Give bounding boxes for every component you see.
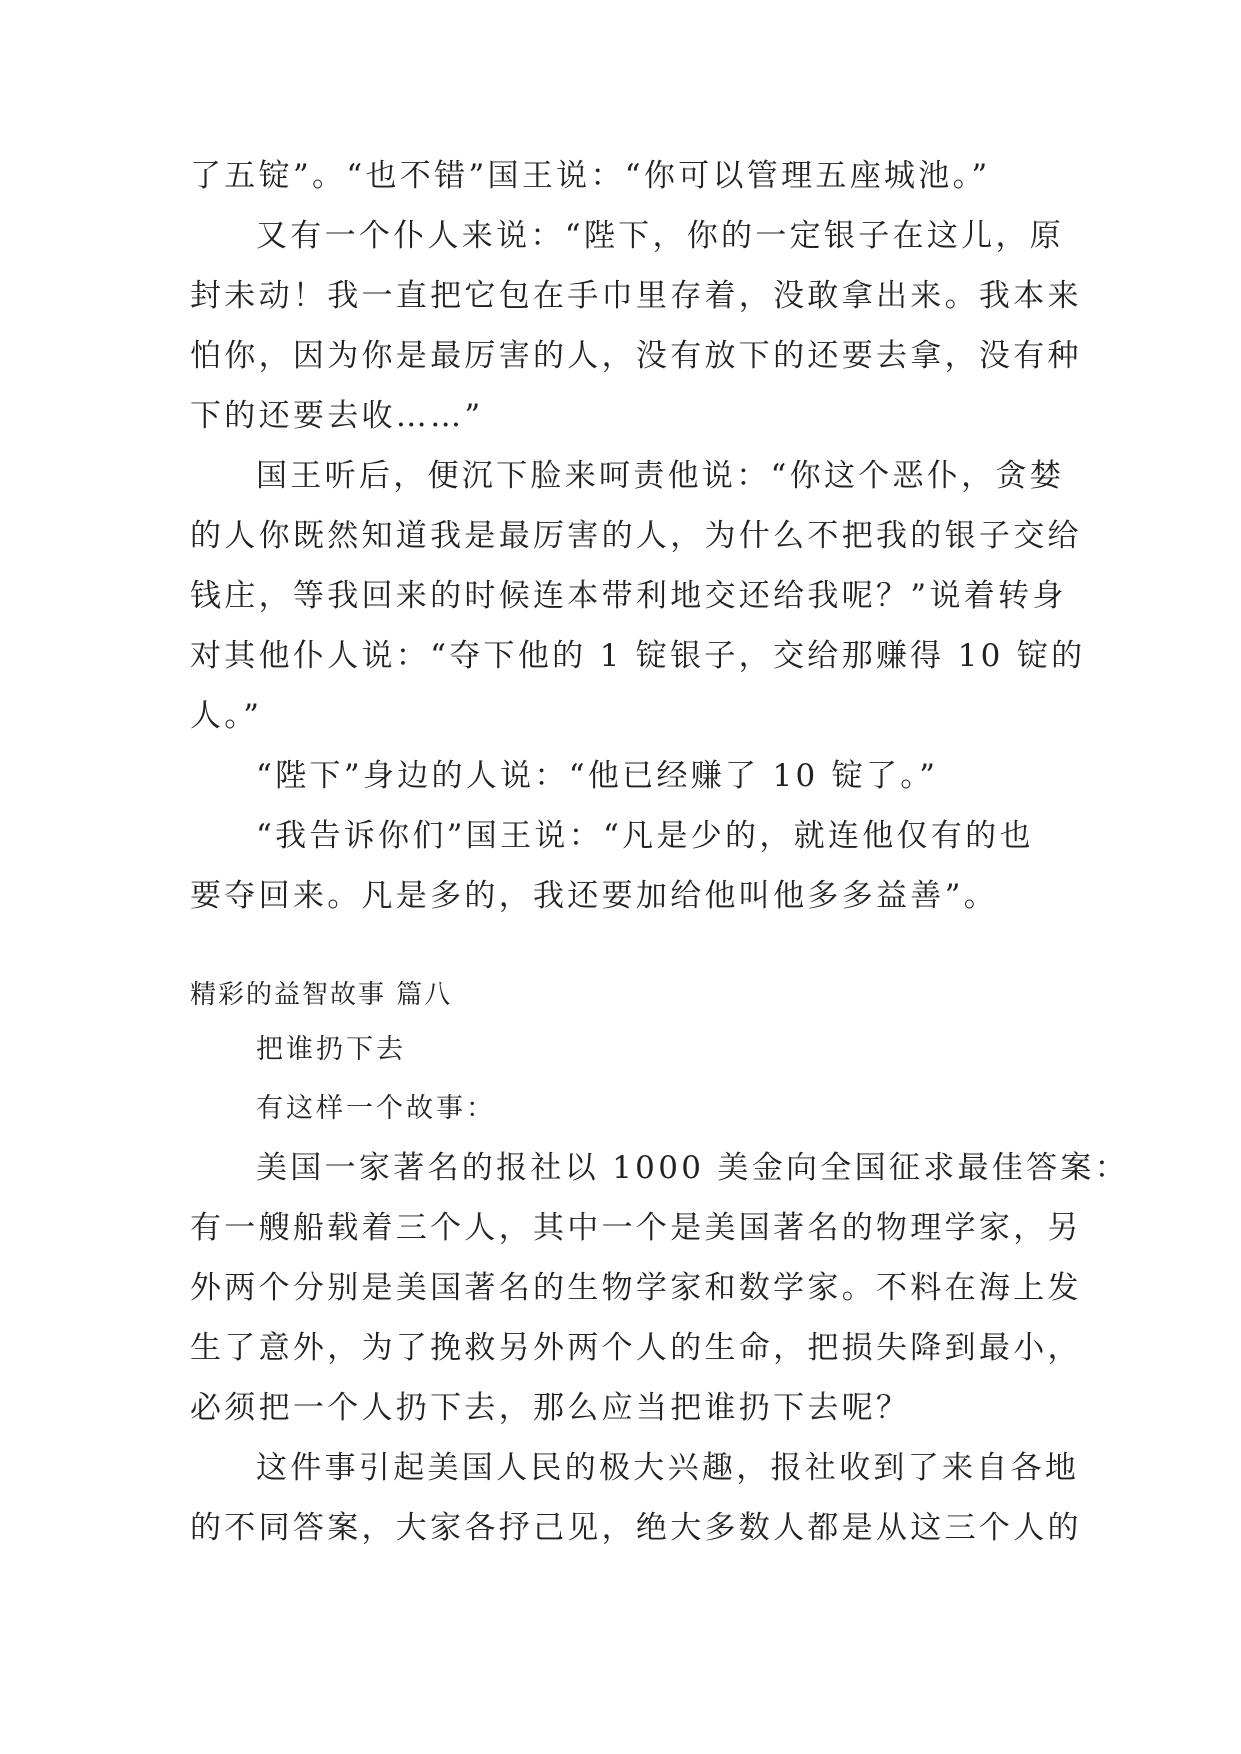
text-line: 这件事引起美国人民的极大兴趣，报社收到了来自各地 — [256, 1450, 1080, 1486]
paragraph-7 — [190, 1438, 1082, 1558]
text-line: 外两个分别是美国著名的生物学家和数学家。不料在海上发 — [190, 1270, 1082, 1306]
text-line: 了五锭”。“也不错”国王说：“你可以管理五座城池。” — [190, 158, 991, 194]
paragraph-6 — [190, 1138, 1129, 1438]
text-line: 国王听后，便沉下脸来呵责他说：“你这个恶仆，贪婪 — [256, 458, 1065, 494]
text-line: “我告诉你们”国王说：“凡是少的，就连他仅有的也 — [256, 818, 1034, 854]
text-line: 的不同答案，大家各抒己见，绝大多数人都是从这三个人的 — [190, 1510, 1082, 1546]
text-line: 又有一个仆人来说：“陛下，你的一定银子在这儿，原 — [256, 218, 1065, 254]
paragraph-2 — [190, 206, 1082, 446]
text-line: 的人你既然知道我是最厉害的人，为什么不把我的银子交给 — [190, 518, 1082, 554]
story-intro-block — [190, 1087, 1050, 1131]
paragraph-5 — [190, 806, 1050, 926]
story-title-block — [190, 1028, 1050, 1072]
story-body — [190, 1138, 1129, 1558]
text-line: 封未动！我一直把它包在手巾里存着，没敢拿出来。我本来 — [190, 278, 1082, 314]
story-continuation — [190, 146, 1086, 926]
text-line: 钱庄，等我回来的时候连本带利地交还给我呢？”说着转身 — [190, 578, 1067, 614]
text-line: 要夺回来。凡是多的，我还要加给他叫他多多益善”。 — [190, 878, 999, 914]
paragraph-1 — [190, 146, 1050, 206]
text-line: “陛下”身边的人说：“他已经赚了 10 锭了。” — [256, 758, 939, 794]
paragraph-3 — [190, 446, 1086, 746]
text-line: 必须把一个人扔下去，那么应当把谁扔下去呢？ — [190, 1390, 911, 1426]
story-title: 把谁扔下去 — [256, 1034, 406, 1065]
text-line: 美国一家著名的报社以 1000 美金向全国征求最佳答案： — [256, 1150, 1129, 1186]
paragraph-4 — [190, 746, 1050, 806]
text-line: 怕你，因为你是最厉害的人，没有放下的还要去拿，没有种 — [190, 338, 1082, 374]
text-line: 生了意外，为了挽救另外两个人的生命，把损失降到最小， — [190, 1330, 1082, 1366]
text-line: 有一艘船载着三个人，其中一个是美国著名的物理学家，另 — [190, 1210, 1082, 1246]
section-heading-block — [190, 975, 1050, 1015]
text-line: 对其他仆人说：“夺下他的 1 锭银子，交给那赚得 10 锭的 — [190, 638, 1086, 674]
text-line: 人。” — [190, 698, 263, 734]
story-intro: 有这样一个故事： — [256, 1093, 496, 1124]
text-line: 下的还要去收……” — [190, 398, 484, 434]
section-heading: 精彩的益智故事 篇八 — [190, 980, 453, 1010]
